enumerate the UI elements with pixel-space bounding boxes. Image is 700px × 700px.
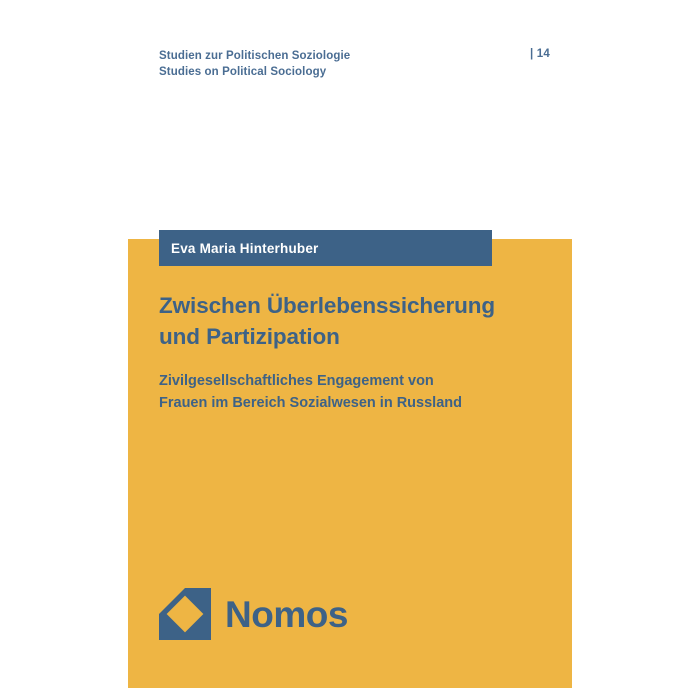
author-name: Eva Maria Hinterhuber [171,240,319,256]
book-cover [128,12,572,688]
cover-left-strip [128,239,159,688]
volume-number: | 14 [529,48,550,60]
publisher-logo [159,588,348,640]
author-bar [159,230,492,266]
book-subtitle-line-2: Frauen im Bereich Sozialwesen in Russland [159,395,462,411]
book-title-line-2: und Partizipation [159,324,340,349]
series-title-german: Studien zur Politischen Soziologie [159,50,351,62]
series-title-english: Studies on Political Sociology [159,66,327,78]
cover-header-area [128,12,572,239]
book-title [159,290,549,352]
book-subtitle-line-1: Zivilgesellschaftliches Engagement von [159,373,434,389]
book-subtitle [159,370,554,414]
book-title-line-1: Zwischen Überlebenssicherung [159,293,496,318]
nomos-diamond-icon [159,588,211,640]
publisher-name: Nomos [225,593,348,635]
series-title [159,48,439,80]
